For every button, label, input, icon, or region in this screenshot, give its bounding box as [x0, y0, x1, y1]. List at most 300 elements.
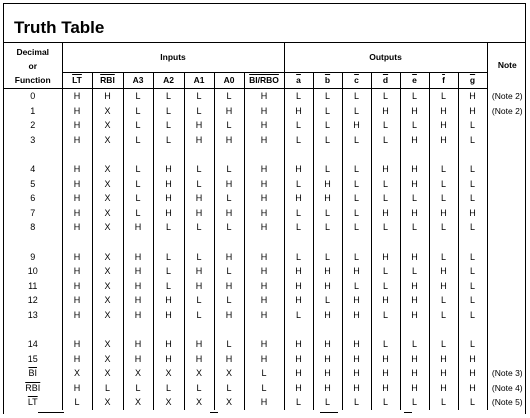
- col-header-a1: A1: [184, 73, 214, 89]
- spacer-cell: [400, 235, 429, 250]
- table-cell: X: [184, 366, 214, 381]
- table-cell: L: [400, 191, 429, 206]
- table-cell: L: [400, 118, 429, 133]
- table-cell: H: [371, 381, 400, 396]
- table-cell: H: [371, 162, 400, 177]
- table-cell: H: [244, 308, 284, 323]
- spacer-cell: [400, 323, 429, 338]
- spacer-cell: [184, 147, 214, 162]
- table-cell: H: [184, 118, 214, 133]
- table-cell: L: [214, 162, 244, 177]
- table-cell: L: [400, 337, 429, 352]
- spacer-row: [4, 323, 527, 338]
- table-cell: H: [123, 293, 153, 308]
- table-cell: H: [371, 104, 400, 119]
- table-cell: X: [214, 395, 244, 410]
- spacer-cell: [429, 147, 458, 162]
- col-header-c: $\overline{c}$: [342, 73, 371, 89]
- table-cell: H: [342, 293, 371, 308]
- table-cell: L: [400, 220, 429, 235]
- table-cell: L: [284, 308, 313, 323]
- table-cell: H: [342, 366, 371, 381]
- table-cell: X: [184, 395, 214, 410]
- table-cell: L: [342, 162, 371, 177]
- row-note: [487, 264, 527, 279]
- table-cell: H: [284, 352, 313, 367]
- table-cell: L: [62, 395, 92, 410]
- table-cell: H: [62, 250, 92, 265]
- table-cell: L: [184, 220, 214, 235]
- table-cell: H: [244, 89, 284, 104]
- table-cell: L: [214, 293, 244, 308]
- row-note: [487, 220, 527, 235]
- table-cell: H: [458, 104, 487, 119]
- table-cell: L: [313, 206, 342, 221]
- table-cell: L: [313, 293, 342, 308]
- table-cell: L: [429, 89, 458, 104]
- table-cell: L: [458, 220, 487, 235]
- table-cell: H: [429, 118, 458, 133]
- table-cell: H: [123, 250, 153, 265]
- table-cell: X: [153, 395, 184, 410]
- table-cell: L: [371, 220, 400, 235]
- col-header-bi-rbo: BI/RBO: [244, 73, 284, 89]
- table-cell: L: [429, 191, 458, 206]
- col-header-d: $\overline{d}$: [371, 73, 400, 89]
- row-note: [487, 352, 527, 367]
- row-label: 6: [4, 191, 62, 206]
- table-row: [4, 177, 527, 192]
- table-cell: L: [429, 220, 458, 235]
- table-cell: H: [313, 191, 342, 206]
- spacer-cell: [487, 323, 527, 338]
- table-cell: H: [214, 250, 244, 265]
- row-label: 14: [4, 337, 62, 352]
- table-cell: H: [284, 366, 313, 381]
- table-cell: H: [371, 250, 400, 265]
- table-cell: H: [123, 220, 153, 235]
- table-cell: H: [313, 264, 342, 279]
- table-cell: L: [284, 220, 313, 235]
- table-cell: L: [342, 177, 371, 192]
- table-cell: H: [342, 308, 371, 323]
- table-cell: L: [371, 264, 400, 279]
- table-cell: H: [429, 279, 458, 294]
- table-cell: X: [92, 177, 123, 192]
- table-cell: H: [184, 206, 214, 221]
- table-cell: H: [458, 381, 487, 396]
- table-cell: H: [244, 191, 284, 206]
- spacer-cell: [4, 147, 62, 162]
- table-row: [4, 118, 527, 133]
- table-cell: L: [458, 250, 487, 265]
- table-cell: L: [123, 89, 153, 104]
- table-cell: L: [123, 191, 153, 206]
- row-label: $\overline{RBI}$: [4, 381, 62, 396]
- table-cell: X: [92, 206, 123, 221]
- row-note: [487, 250, 527, 265]
- table-cell: H: [400, 177, 429, 192]
- table-row: [4, 279, 527, 294]
- table-cell: L: [458, 395, 487, 410]
- table-cell: H: [214, 279, 244, 294]
- row-label: 15: [4, 352, 62, 367]
- table-cell: H: [284, 293, 313, 308]
- row-label: 9: [4, 250, 62, 265]
- col-header-a3: A3: [123, 73, 153, 89]
- inputs-header: Inputs: [62, 43, 284, 73]
- table-cell: L: [214, 118, 244, 133]
- spacer-cell: [313, 323, 342, 338]
- outputs-header: Outputs: [284, 43, 487, 73]
- spacer-cell: [92, 147, 123, 162]
- table-cell: L: [400, 264, 429, 279]
- row-note: (Note 4): [491, 382, 523, 393]
- table-cell: L: [153, 264, 184, 279]
- table-row: [4, 162, 527, 177]
- table-cell: L: [400, 395, 429, 410]
- table-cell: X: [92, 293, 123, 308]
- row-note: [487, 337, 527, 352]
- table-cell: H: [429, 366, 458, 381]
- table-cell: L: [153, 104, 184, 119]
- table-cell: L: [429, 162, 458, 177]
- table-cell: H: [371, 293, 400, 308]
- col-header-a2: A2: [153, 73, 184, 89]
- table-cell: L: [284, 133, 313, 148]
- table-cell: L: [429, 177, 458, 192]
- table-cell: H: [284, 381, 313, 396]
- row-note: [487, 177, 527, 192]
- table-cell: H: [429, 264, 458, 279]
- table-cell: H: [313, 177, 342, 192]
- row-note: [487, 279, 527, 294]
- table-cell: H: [184, 352, 214, 367]
- table-cell: H: [123, 337, 153, 352]
- table-cell: L: [371, 118, 400, 133]
- table-cell: H: [62, 220, 92, 235]
- row-note: [487, 191, 527, 206]
- table-cell: X: [92, 104, 123, 119]
- table-cell: H: [153, 293, 184, 308]
- table-cell: L: [313, 118, 342, 133]
- table-cell: H: [62, 104, 92, 119]
- table-cell: X: [92, 264, 123, 279]
- spacer-cell: [342, 235, 371, 250]
- table-cell: H: [214, 308, 244, 323]
- table-cell: H: [214, 104, 244, 119]
- spacer-cell: [244, 147, 284, 162]
- table-cell: L: [342, 395, 371, 410]
- spacer-cell: [184, 323, 214, 338]
- table-cell: H: [429, 352, 458, 367]
- table-cell: L: [429, 293, 458, 308]
- table-cell: H: [284, 191, 313, 206]
- bottom-overline-mark: [404, 412, 412, 413]
- row-label: 10: [4, 264, 62, 279]
- row-note: [487, 293, 527, 308]
- table-cell: H: [62, 293, 92, 308]
- table-cell: L: [371, 177, 400, 192]
- table-cell: H: [313, 308, 342, 323]
- row-label: 13: [4, 308, 62, 323]
- table-cell: H: [123, 352, 153, 367]
- col-header-e: $\overline{e}$: [400, 73, 429, 89]
- table-cell: H: [123, 264, 153, 279]
- row-label: 11: [4, 279, 62, 294]
- table-cell: X: [92, 220, 123, 235]
- table-cell: H: [458, 366, 487, 381]
- spacer-cell: [244, 235, 284, 250]
- table-cell: L: [153, 89, 184, 104]
- table-cell: H: [62, 89, 92, 104]
- table-cell: L: [429, 395, 458, 410]
- table-cell: H: [284, 162, 313, 177]
- spacer-cell: [214, 235, 244, 250]
- table-cell: L: [313, 220, 342, 235]
- row-label: 5: [4, 177, 62, 192]
- table-cell: L: [458, 118, 487, 133]
- spacer-cell: [371, 147, 400, 162]
- table-cell: H: [153, 206, 184, 221]
- table-cell: X: [92, 352, 123, 367]
- table-cell: H: [400, 104, 429, 119]
- table-cell: H: [62, 133, 92, 148]
- spacer-cell: [62, 323, 92, 338]
- spacer-cell: [458, 147, 487, 162]
- table-cell: L: [458, 293, 487, 308]
- row-note: (Note 3): [491, 368, 523, 379]
- table-cell: H: [244, 293, 284, 308]
- row-label: 3: [4, 133, 62, 148]
- col-header-lt: $\overline{LT}$: [62, 73, 92, 89]
- table-cell: H: [62, 162, 92, 177]
- table-cell: H: [214, 133, 244, 148]
- table-cell: L: [184, 177, 214, 192]
- spacer-cell: [4, 323, 62, 338]
- spacer-cell: [429, 235, 458, 250]
- spacer-cell: [342, 147, 371, 162]
- table-cell: H: [244, 337, 284, 352]
- row-label: 12: [4, 293, 62, 308]
- table-cell: L: [371, 89, 400, 104]
- table-cell: H: [244, 395, 284, 410]
- table-cell: H: [458, 206, 487, 221]
- table-cell: H: [184, 337, 214, 352]
- table-cell: L: [429, 250, 458, 265]
- table-cell: H: [153, 191, 184, 206]
- table-cell: L: [184, 104, 214, 119]
- spacer-cell: [92, 323, 123, 338]
- col-header-f: $\overline{f}$: [429, 73, 458, 89]
- table-cell: L: [123, 133, 153, 148]
- table-cell: H: [342, 352, 371, 367]
- table-cell: H: [244, 133, 284, 148]
- table-cell: L: [371, 308, 400, 323]
- table-cell: H: [244, 162, 284, 177]
- table-cell: X: [92, 162, 123, 177]
- table-cell: L: [244, 381, 284, 396]
- table-cell: L: [313, 89, 342, 104]
- table-cell: H: [313, 279, 342, 294]
- table-cell: H: [313, 366, 342, 381]
- table-cell: X: [62, 366, 92, 381]
- table-cell: H: [153, 177, 184, 192]
- table-row: [4, 352, 527, 367]
- table-cell: L: [244, 366, 284, 381]
- spacer-cell: [214, 323, 244, 338]
- table-cell: L: [342, 250, 371, 265]
- table-cell: L: [284, 250, 313, 265]
- spacer-cell: [313, 235, 342, 250]
- spacer-cell: [4, 235, 62, 250]
- row-label: 8: [4, 220, 62, 235]
- table-cell: X: [123, 395, 153, 410]
- truth-table: [4, 43, 527, 410]
- table-cell: H: [400, 366, 429, 381]
- table-cell: L: [284, 177, 313, 192]
- table-cell: H: [92, 89, 123, 104]
- table-cell: H: [400, 279, 429, 294]
- truth-table-title: Truth Table: [3, 3, 526, 43]
- table-cell: H: [400, 133, 429, 148]
- table-row: [4, 381, 527, 396]
- table-cell: H: [400, 352, 429, 367]
- table-cell: H: [244, 264, 284, 279]
- col-header-a: $\overline{a}$: [284, 73, 313, 89]
- row-note: (Note 2): [491, 105, 523, 116]
- note-header: Note: [497, 60, 517, 71]
- table-cell: L: [153, 279, 184, 294]
- table-cell: L: [123, 104, 153, 119]
- table-cell: L: [153, 250, 184, 265]
- table-cell: H: [400, 308, 429, 323]
- table-row: [4, 220, 527, 235]
- spacer-cell: [313, 147, 342, 162]
- table-cell: H: [429, 133, 458, 148]
- table-cell: H: [342, 337, 371, 352]
- table-cell: X: [92, 366, 123, 381]
- table-cell: L: [313, 162, 342, 177]
- table-cell: H: [244, 279, 284, 294]
- table-cell: H: [244, 177, 284, 192]
- table-cell: X: [92, 395, 123, 410]
- row-label: 4: [4, 162, 62, 177]
- spacer-row: [4, 235, 527, 250]
- row-label: 2: [4, 118, 62, 133]
- table-row: [4, 206, 527, 221]
- spacer-cell: [342, 323, 371, 338]
- table-row: [4, 104, 527, 119]
- row-label: 1: [4, 104, 62, 119]
- table-cell: X: [153, 366, 184, 381]
- table-cell: X: [92, 191, 123, 206]
- table-cell: H: [400, 293, 429, 308]
- table-cell: H: [371, 366, 400, 381]
- table-cell: X: [92, 308, 123, 323]
- spacer-cell: [123, 323, 153, 338]
- table-cell: H: [429, 104, 458, 119]
- table-row: [4, 337, 527, 352]
- table-cell: L: [184, 381, 214, 396]
- table-cell: H: [62, 191, 92, 206]
- table-cell: H: [244, 104, 284, 119]
- table-cell: H: [153, 352, 184, 367]
- table-cell: L: [284, 89, 313, 104]
- truth-table-body: [4, 89, 527, 411]
- table-cell: L: [92, 381, 123, 396]
- table-cell: L: [214, 89, 244, 104]
- table-cell: H: [123, 279, 153, 294]
- table-cell: H: [123, 308, 153, 323]
- spacer-cell: [487, 235, 527, 250]
- table-cell: H: [429, 206, 458, 221]
- table-cell: L: [153, 118, 184, 133]
- table-cell: L: [284, 118, 313, 133]
- table-cell: L: [342, 133, 371, 148]
- table-cell: X: [123, 366, 153, 381]
- spacer-cell: [371, 323, 400, 338]
- table-cell: L: [371, 279, 400, 294]
- row-note: [487, 206, 527, 221]
- row-note: [487, 118, 527, 133]
- table-cell: H: [62, 352, 92, 367]
- table-cell: L: [123, 381, 153, 396]
- table-cell: H: [244, 220, 284, 235]
- table-cell: H: [342, 381, 371, 396]
- table-cell: L: [429, 308, 458, 323]
- spacer-cell: [371, 235, 400, 250]
- table-cell: L: [214, 264, 244, 279]
- table-cell: H: [313, 352, 342, 367]
- table-row: [4, 264, 527, 279]
- row-note: [487, 162, 527, 177]
- spacer-cell: [184, 235, 214, 250]
- table-cell: L: [184, 162, 214, 177]
- table-cell: L: [313, 133, 342, 148]
- table-cell: H: [153, 162, 184, 177]
- decimal-header-line1: Decimal: [16, 46, 50, 57]
- table-cell: H: [284, 337, 313, 352]
- table-row: [4, 191, 527, 206]
- spacer-cell: [123, 235, 153, 250]
- bottom-overline-mark: [320, 412, 338, 413]
- table-cell: X: [92, 133, 123, 148]
- row-label: 7: [4, 206, 62, 221]
- table-cell: L: [214, 191, 244, 206]
- spacer-cell: [62, 235, 92, 250]
- table-row: [4, 366, 527, 381]
- table-cell: L: [184, 293, 214, 308]
- table-row: [4, 250, 527, 265]
- table-cell: X: [214, 366, 244, 381]
- table-cell: L: [313, 395, 342, 410]
- row-label: 0: [4, 89, 62, 104]
- table-cell: L: [342, 89, 371, 104]
- table-cell: L: [371, 395, 400, 410]
- table-cell: H: [244, 352, 284, 367]
- table-cell: H: [429, 381, 458, 396]
- table-cell: H: [244, 250, 284, 265]
- row-label: $\overline{LT}$: [4, 395, 62, 410]
- spacer-cell: [458, 235, 487, 250]
- table-cell: H: [62, 381, 92, 396]
- table-cell: H: [184, 191, 214, 206]
- table-cell: H: [400, 250, 429, 265]
- table-cell: H: [313, 381, 342, 396]
- spacer-cell: [153, 147, 184, 162]
- decimal-header-top: [4, 43, 62, 73]
